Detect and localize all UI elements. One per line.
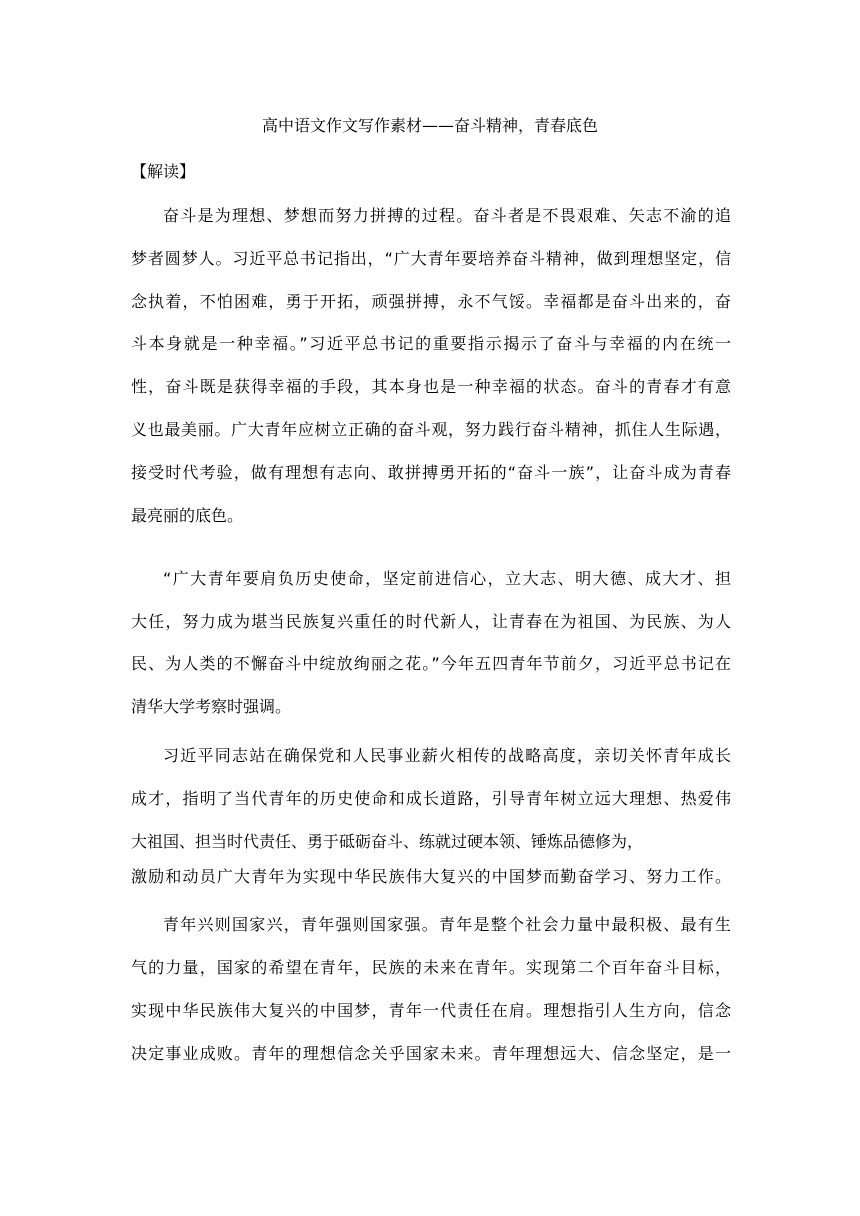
paragraph-line: 青年兴则国家兴，青年强则国家强。青年是整个社会力量中最积极、最有生 — [163, 915, 731, 934]
paragraph-line: 梦者圆梦人。习近平总书记指出，“广大青年要培养奋斗精神，做到理想坚定，信 — [131, 249, 731, 268]
paragraph-line: 气的力量，国家的希望在青年，民族的未来在青年。实现第二个百年奋斗目标， — [131, 958, 731, 977]
document-title: 高中语文作文写作素材——奋斗精神，青春底色 — [261, 116, 598, 135]
section-heading: 【解读】 — [131, 162, 196, 181]
paragraph-line: 决定事业成败。青年的理想信念关乎国家未来。青年理想远大、信念坚定，是一 — [131, 1044, 731, 1063]
paragraph-line: 斗本身就是一种幸福。”习近平总书记的重要指示揭示了奋斗与幸福的内在统一 — [131, 334, 731, 353]
paragraph-line: 接受时代考验，做有理想有志向、敢拼搏勇开拓的“奋斗一族”，让奋斗成为青春 — [131, 463, 731, 482]
paragraph-line: 实现中华民族伟大复兴的中国梦，青年一代责任在肩。理想指引人生方向，信念 — [131, 1001, 731, 1020]
paragraph-line: 性，奋斗既是获得幸福的手段，其本身也是一种幸福的状态。奋斗的青春才有意 — [131, 377, 731, 396]
paragraph-line: 成才，指明了当代青年的历史使命和成长道路，引导青年树立远大理想、热爱伟 — [131, 789, 731, 808]
paragraph-line: 奋斗是为理想、梦想而努力拼搏的过程。奋斗者是不畏艰难、矢志不渝的追 — [163, 206, 731, 225]
paragraph-line: 最亮丽的底色。 — [131, 506, 244, 525]
paragraph-line: 念执着，不怕困难，勇于开拓，顽强拼搏，永不气馁。幸福都是奋斗出来的，奋 — [131, 292, 731, 311]
paragraph-line: 义也最美丽。广大青年应树立正确的奋斗观，努力践行奋斗精神，抓住人生际遇， — [131, 420, 731, 439]
paragraph-line: 民、为人类的不懈奋斗中绽放绚丽之花。”今年五四青年节前夕，习近平总书记在 — [131, 654, 731, 673]
paragraph-line: 习近平同志站在确保党和人民事业薪火相传的战略高度，亲切关怀青年成长 — [163, 746, 731, 765]
paragraph-line: 激励和动员广大青年为实现中华民族伟大复兴的中国梦而勤奋学习、努力工作。 — [131, 867, 731, 886]
paragraph-line: 清华大学考察时强调。 — [131, 697, 292, 716]
paragraph-line: 大任，努力成为堪当民族复兴重任的时代新人，让青春在为祖国、为民族、为人 — [131, 612, 731, 631]
paragraph-line: 大祖国、担当时代责任、勇于砥砺奋斗、练就过硬本领、锤炼品德修为， — [131, 832, 644, 851]
paragraph-line: “广大青年要肩负历史使命，坚定前进信心，立大志、明大德、成大才、担 — [163, 569, 731, 588]
